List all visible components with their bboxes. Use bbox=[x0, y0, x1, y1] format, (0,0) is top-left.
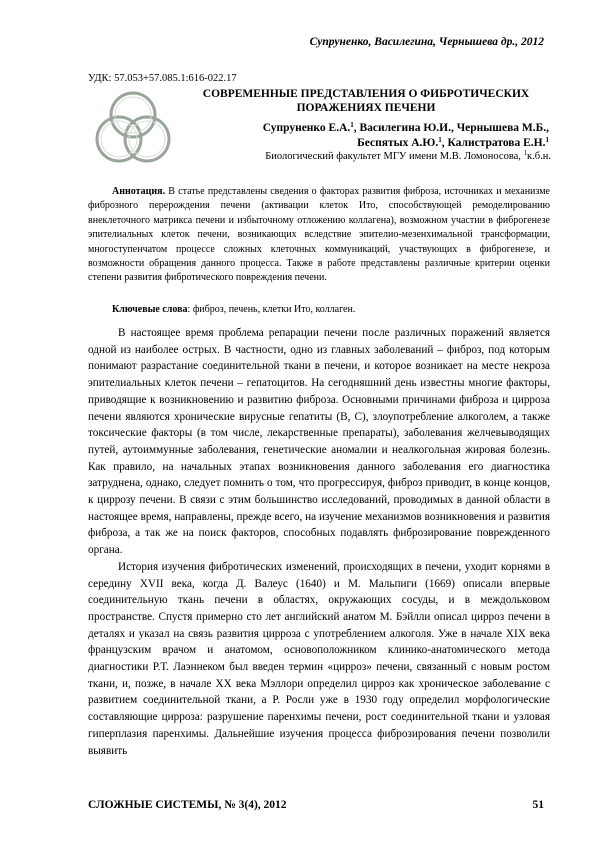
keywords-label: Ключевые слова bbox=[112, 304, 188, 315]
journal-footer: СЛОЖНЫЕ СИСТЕМЫ, № 3(4), 2012 bbox=[88, 799, 287, 811]
affiliation bbox=[185, 151, 551, 162]
author-affil-mark: 1 bbox=[438, 136, 442, 144]
abstract-label: Аннотация. bbox=[112, 186, 166, 197]
author-name: Супруненко Е.А. bbox=[262, 122, 351, 134]
author-affil-mark: 1 bbox=[350, 121, 354, 129]
article-title: СОВРЕМЕННЫЕ ПРЕДСТАВЛЕНИЯ О ФИБРОТИЧЕСКИХ ПОРАЖЕНИЯХ ПЕЧЕНИ bbox=[202, 88, 530, 114]
abstract bbox=[88, 185, 550, 286]
keywords-text: : фиброз, печень, клетки Ито, коллаген. bbox=[187, 304, 356, 315]
authors bbox=[185, 121, 549, 151]
author-affil-mark: 1 bbox=[545, 136, 549, 144]
author-name: Чернышева М.Б. bbox=[456, 122, 547, 134]
page-number: 51 bbox=[532, 799, 544, 811]
body-paragraph: История изучения фибротических изменений, происходящих в печени, уходит корнями в середину XVII века, когда Д. Валеус (1640) и М. Мальпиги (1669) описали впервые соединительную ткань печени в областях, окружающих сосуды, и в междольковом пространстве. Спустя примерно сто лет английский анатом М. Бэйлли описал цирроз печени в деталях и указал на связь развития цирроза с употреблением алкоголя. Уже в начале XIX века французским врачом и анатомом, основоположником клинико-анатомического метода диагностики Р.Т. Лаэннеком был введен термин «цирроз» печени, связанный с новым ростом ткани, и, позже, в начале XX века Мэллори определил цирроз как хроническое заболевание с развитием соединительной ткани, а Р. Росли уже в 1930 году определил морфологические составляющие цирроза: разрушение паренхимы печени, рост соединительной ткани и узловая гиперплазия паренхимы. Дальнейшие изучения процесса фиброзирования печени позволили выявить bbox=[88, 560, 550, 757]
author-separator: , bbox=[441, 137, 448, 149]
affiliation-sup: 1 bbox=[523, 149, 528, 157]
author-separator: , bbox=[450, 122, 457, 134]
keywords bbox=[112, 304, 355, 315]
affiliation-suffix: к.б.н. bbox=[527, 151, 551, 162]
journal-logo-icon bbox=[92, 88, 174, 170]
author-separator: , bbox=[353, 122, 360, 134]
author-name: Василегина Ю.И. bbox=[359, 122, 451, 134]
article-body bbox=[88, 325, 550, 759]
author-name: Беспятых А.Ю. bbox=[357, 137, 439, 149]
author-separator: , bbox=[546, 122, 549, 134]
running-head: Супруненко, Василегина, Чернышева др., 2012 bbox=[309, 36, 544, 48]
body-paragraph: В настоящее время проблема репарации печени после различных поражений является одной из наиболее острых. В частности, одно из главных заболеваний – фиброз, под которым понимают разрастание соединительной ткани в печени, и которое возникает на месте некроза эпителиальных клеток печени – гепатоцитов. На сегодняшний день известны многие факторы, приводящие к возникновению и развитию фиброза. Основными причинами фиброза и цирроза печени являются хронические вирусные гепатиты (В, С), злоупотребление алкоголем, а также токсические факторы (в том числе, лекарственные препараты), заболевания желчевыводящих путей, аутоиммунные заболевания, генетические аномалии и неалкогольная жировая болезнь. Как правило, на начальных этапах возникновения данного заболевания его диагностика затруднена, однако, следует помнить о том, что прогрессируя, фиброз приводит, в конце концов, к циррозу печени. В связи с этим большинство исследований, проводимых в данной области в настоящее время, направлены, прежде всего, на изучение механизмов возникновения и развития фиброза, а так же на поиск факторов, способных подавлять фиброзирование поврежденного органа. bbox=[88, 327, 550, 557]
abstract-text: В статье представлены сведения о факторах развития фиброза, источниках и механизме фиброзного перерождения печени (активации клеток Ито, способствующей ремоделированию внеклеточного матрикса печени и избыточному отложению коллагена), возможном участии в фиброгенезе эпителиальных клеток печени, возникающих вследствие эпителио-мезенхимальной трансформации, многоступенчатом процессе сложных клеточных коммуникаций, участвующих в фиброгенезе, и возможности обращения данного процесса. Также в работе представлены различные критерии оценки степени развития фибротического повреждения печени. bbox=[88, 186, 550, 284]
affiliation-text: Биологический факультет МГУ имени М.В. Ломоносова, bbox=[265, 151, 524, 162]
author-name: Калистратова Е.Н. bbox=[447, 137, 546, 149]
udc-code: УДК: 57.053+57.085.1:616-022.17 bbox=[88, 73, 237, 84]
